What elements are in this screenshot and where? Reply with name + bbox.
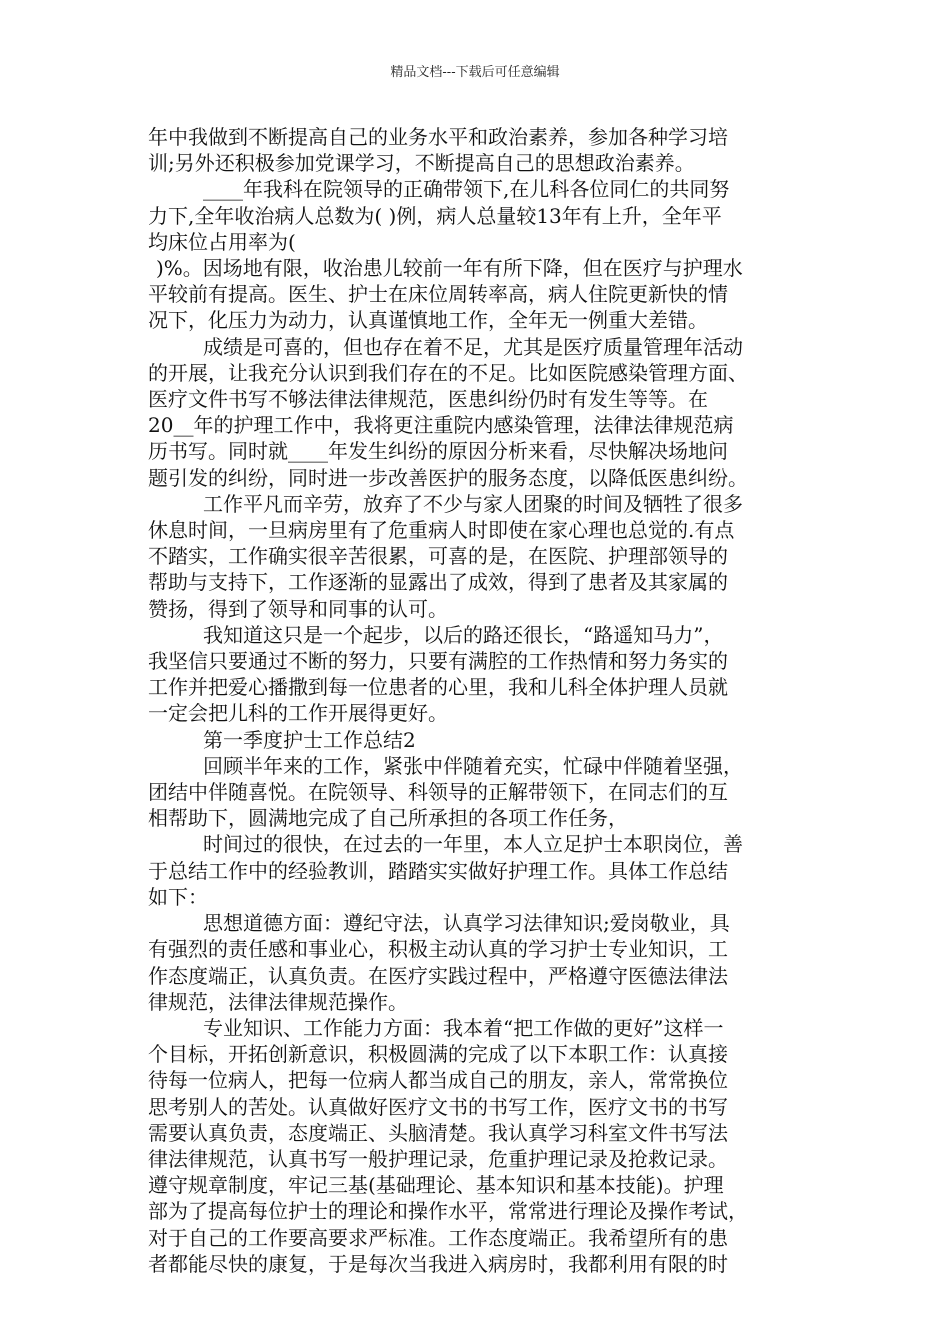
text-line: 一定会把儿科的工作开展得更好。 (148, 701, 448, 726)
text-line: 相帮助下，圆满地完成了自己所承担的各项工作任务， (148, 806, 628, 831)
text-line: 第一季度护士工作总结2 (203, 727, 416, 752)
text-line: 专业知识、工作能力方面：我本着“把工作做的更好”这样一 (203, 1015, 724, 1040)
text-line: 训;另外还积极参加党课学习，不断提高自己的思想政治素养。 (148, 151, 695, 176)
text-line: 题引发的纠纷，同时进一步改善医护的服务态度，以降低医患纠纷。 (148, 465, 748, 490)
text-line: 如下： (148, 884, 208, 909)
text-line: 个目标，开拓创新意识，积极圆满的完成了以下本职工作：认真接 (148, 1042, 728, 1067)
text-line: 的开展，让我充分认识到我们存在的不足。比如医院感染管理方面、 (148, 360, 748, 385)
text-line: 回顾半年来的工作，紧张中伴随着充实，忙碌中伴随着坚强， (203, 753, 743, 778)
text-line: 工作平凡而辛劳，放弃了不少与家人团聚的时间及牺牲了很多 (203, 491, 743, 516)
text-line: 休息时间，一旦病房里有了危重病人时即使在家心理也总觉的.有点 (148, 518, 735, 543)
text-line: 均床位占用率为( (148, 229, 296, 254)
text-line: 于总结工作中的经验教训，踏踏实实做好护理工作。具体工作总结 (148, 858, 728, 883)
page-header: 精品文档---下载后可任意编辑 (390, 65, 560, 80)
text-line: 年中我做到不断提高自己的业务水平和政治素养，参加各种学习培 (148, 125, 728, 149)
text-line: 平较前有提高。医生、护士在床位周转率高，病人住院更新快的情 (148, 282, 728, 307)
text-line: 思考别人的苦处。认真做好医疗文书的书写工作，医疗文书的书写 (148, 1094, 728, 1119)
text-line: 需要认真负责，态度端正、头脑清楚。我认真学习科室文件书写法 (148, 1120, 728, 1145)
text-line: 待每一位病人，把每一位病人都当成自己的朋友，亲人，常常换位 (148, 1068, 728, 1093)
text-line: 律法律规范，认真书写一般护理记录，危重护理记录及抢救记录。 (148, 1146, 728, 1171)
document-body (148, 124, 808, 1277)
text-line: 医疗文件书写不够法律法律规范，医患纠纷仍时有发生等等。在 (148, 387, 708, 412)
text-line: 遵守规章制度，牢记三基(基础理论、基本知识和基本技能)。护理 (148, 1173, 724, 1198)
text-line: 帮助与支持下，工作逐渐的显露出了成效，得到了患者及其家属的 (148, 570, 728, 595)
text-line: 成绩是可喜的，但也存在着不足，尤其是医疗质量管理年活动 (203, 334, 743, 359)
text-line: )%。因场地有限，收治患儿较前一年有所下降，但在医疗与护理水 (156, 256, 743, 281)
text-line: 律规范，法律法律规范操作。 (148, 989, 408, 1014)
text-line: 部为了提高每位护士的理论和操作水平，常常进行理论及操作考试， (148, 1199, 748, 1224)
text-line: 有强烈的责任感和事业心，积极主动认真的学习护士专业知识，工 (148, 937, 728, 962)
text-line: 团结中伴随喜悦。在院领导、科领导的正解带领下，在同志们的互 (148, 780, 728, 805)
text-line: 历书写。同时就____年发生纠纷的原因分析来看，尽快解决场地问 (148, 439, 728, 464)
text-line: 况下，化压力为动力，认真谨慎地工作，全年无一例重大差错。 (148, 308, 708, 333)
text-line: ____年我科在院领导的正确带领下,在儿科各位同仁的共同努 (203, 177, 730, 202)
text-line: 思想道德方面：遵纪守法，认真学习法律知识;爱岗敬业，具 (203, 911, 730, 936)
text-line: 时间过的很快，在过去的一年里，本人立足护士本职岗位，善 (203, 832, 743, 857)
text-line: 作态度端正，认真负责。在医疗实践过程中，严格遵守医德法律法 (148, 963, 728, 988)
text-line: 20__年的护理工作中，我将更注重院内感染管理，法律法律规范病 (148, 413, 734, 438)
text-line: 我知道这只是一个起步，以后的路还很长，“路遥知马力”， (203, 622, 724, 647)
text-line: 赞扬，得到了领导和同事的认可。 (148, 596, 448, 621)
text-line: 对于自己的工作要高要求严标准。工作态度端正。我希望所有的患 (148, 1225, 728, 1250)
text-line: 我坚信只要通过不断的努力，只要有满腔的工作热情和努力务实的 (148, 649, 728, 674)
text-line: 者都能尽快的康复，于是每次当我进入病房时，我都利用有限的时 (148, 1251, 728, 1276)
text-line: 力下,全年收治病人总数为( )例，病人总量较13年有上升，全年平 (148, 203, 722, 228)
text-line: 不踏实，工作确实很辛苦很累，可喜的是，在医院、护理部领导的 (148, 544, 728, 569)
text-line: 工作并把爱心播撒到每一位患者的心里，我和儿科全体护理人员就 (148, 675, 728, 700)
